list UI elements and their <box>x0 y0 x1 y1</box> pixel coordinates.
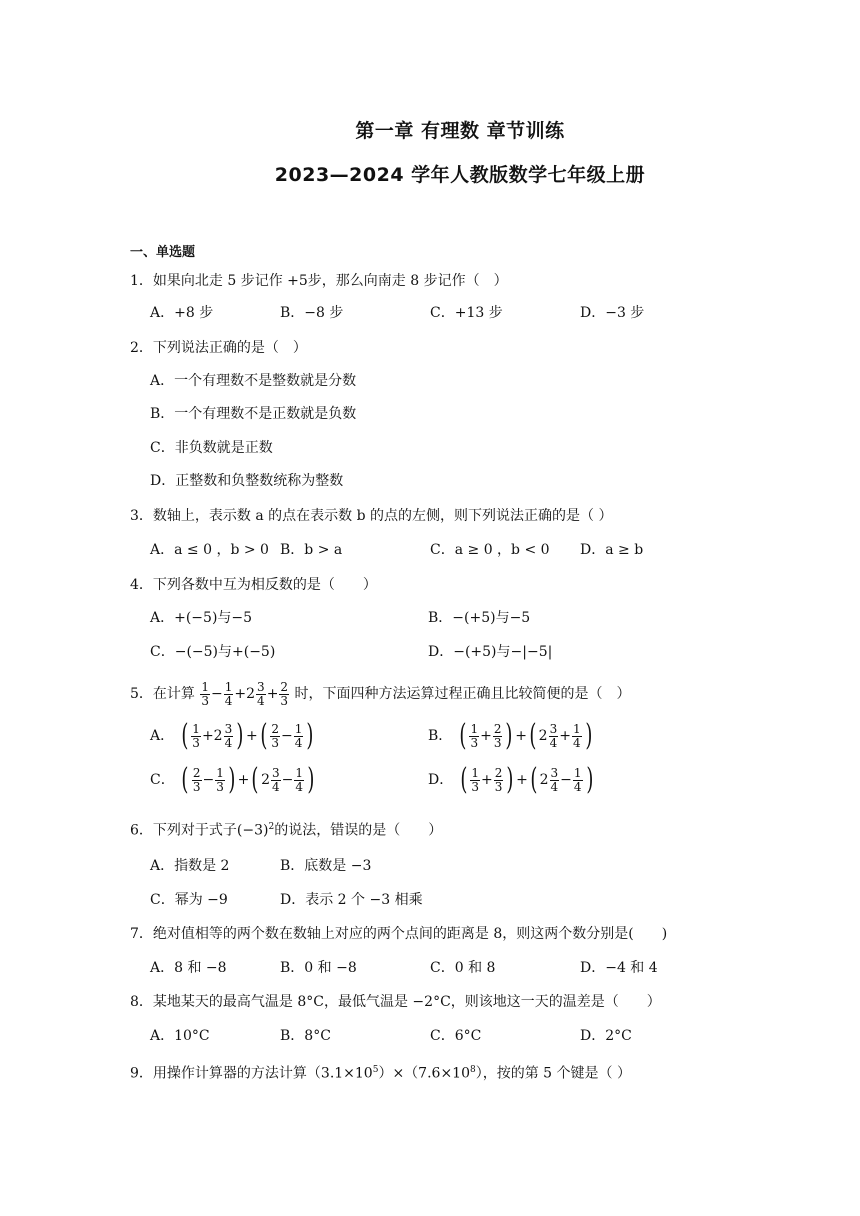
q6-option-a[interactable]: A．指数是 2 <box>150 858 230 874</box>
question-1: 1．如果向北走 5 步记作 +5步，那么向南走 8 步记作（ ） <box>130 273 508 289</box>
q5-option-b[interactable]: B． ( $\frac{1}{3}$ + $\frac{2}{3}$ ) + ( 2 $\frac{3}{4}$ + $\frac{1}{4}$ ) <box>428 718 592 753</box>
q6-option-d[interactable]: D．表示 2 个 −3 相乘 <box>280 892 423 908</box>
q2-option-b[interactable]: B．一个有理数不是正数就是负数 <box>150 406 357 422</box>
q1-option-c[interactable]: C．+13 步 <box>430 305 503 321</box>
q8-option-d[interactable]: D．2°C <box>580 1028 632 1044</box>
page-title: 第一章 有理数 章节训练 <box>355 120 565 142</box>
question-9: 9．用操作计算器的方法计算$(3.1\times 10^5)\times(7.6\times 10^8)$，按的第 5 个键是（ ） <box>130 1065 631 1082</box>
q7-option-a[interactable]: A．8 和 −8 <box>150 960 227 976</box>
q8-option-c[interactable]: C．6°C <box>430 1028 482 1044</box>
q3-option-b[interactable]: B．b > a <box>280 542 343 558</box>
page-subtitle: 2023—2024 学年人教版数学七年级上册 <box>274 164 646 186</box>
q5-option-d[interactable]: D． ( $\frac{1}{3}$ + $\frac{2}{3}$ ) + ( 2 $\frac{3}{4}$ − $\frac{1}{4}$ ) <box>428 762 593 797</box>
q3-option-a[interactable]: A．a ≤ 0 ，b > 0 <box>150 542 269 558</box>
q3-option-d[interactable]: D．a ≥ b <box>580 542 644 558</box>
q6-option-b[interactable]: B．底数是 −3 <box>280 858 372 874</box>
question-5: 5．在计算 $\frac{1}{3}$ − $\frac{1}{4}$ + 2 $\frac{3}{4}$ + $\frac{2}{3}$ 时，下面四种方法运算过程正确且比较简便的是（ ） <box>130 678 631 710</box>
q3-option-c[interactable]: C．a ≥ 0 ，b < 0 <box>430 542 550 558</box>
question-6: 6．下列对于式子$(-3)^2$的说法，错误的是（ ） <box>130 822 443 839</box>
q4-option-d[interactable]: D．−(+5)与−|−5| <box>428 644 553 660</box>
q8-option-a[interactable]: A．10°C <box>150 1028 210 1044</box>
q2-option-d[interactable]: D．正整数和负整数统称为整数 <box>150 473 344 489</box>
q7-option-b[interactable]: B．0 和 −8 <box>280 960 357 976</box>
q4-option-c[interactable]: C．−(−5)与+(−5) <box>150 644 276 660</box>
q2-option-a[interactable]: A．一个有理数不是整数就是分数 <box>150 373 357 389</box>
q8-option-b[interactable]: B．8°C <box>280 1028 331 1044</box>
q1-option-b[interactable]: B．−8 步 <box>280 305 344 321</box>
q7-option-c[interactable]: C．0 和 8 <box>430 960 496 976</box>
question-7: 7．绝对值相等的两个数在数轴上对应的两个点间的距离是 8，则这两个数分别是( ) <box>130 926 668 942</box>
q4-option-a[interactable]: A．+(−5)与−5 <box>150 610 253 626</box>
q2-option-c[interactable]: C．非负数就是正数 <box>150 440 273 456</box>
question-4: 4．下列各数中互为相反数的是（ ） <box>130 577 377 593</box>
q5-option-a[interactable]: A． ( $\frac{1}{3}$ + 2 $\frac{3}{4}$ ) + ( $\frac{2}{3}$ − $\frac{1}{4}$ ) <box>150 718 314 753</box>
question-2: 2．下列说法正确的是（ ） <box>130 340 307 356</box>
q1-option-a[interactable]: A．+8 步 <box>150 305 214 321</box>
question-3: 3．数轴上，表示数 a 的点在表示数 b 的点的左侧，则下列说法正确的是（ ） <box>130 508 613 524</box>
q5-option-c[interactable]: C． ( $\frac{2}{3}$ − $\frac{1}{3}$ ) + ( 2 $\frac{3}{4}$ − $\frac{1}{4}$ ) <box>150 762 315 797</box>
q1-option-d[interactable]: D．−3 步 <box>580 305 645 321</box>
q4-option-b[interactable]: B．−(+5)与−5 <box>428 610 531 626</box>
q5-expression: $\frac{1}{3}$ − $\frac{1}{4}$ + 2 $\frac{3}{4}$ + $\frac{2}{3}$ <box>201 679 289 708</box>
q7-option-d[interactable]: D．−4 和 4 <box>580 960 658 976</box>
question-8: 8．某地某天的最高气温是 8°C，最低气温是 −2°C，则该地这一天的温差是（ ） <box>130 994 661 1010</box>
section-heading: 一、单选题 <box>130 245 196 260</box>
q6-option-c[interactable]: C．幂为 −9 <box>150 892 228 908</box>
